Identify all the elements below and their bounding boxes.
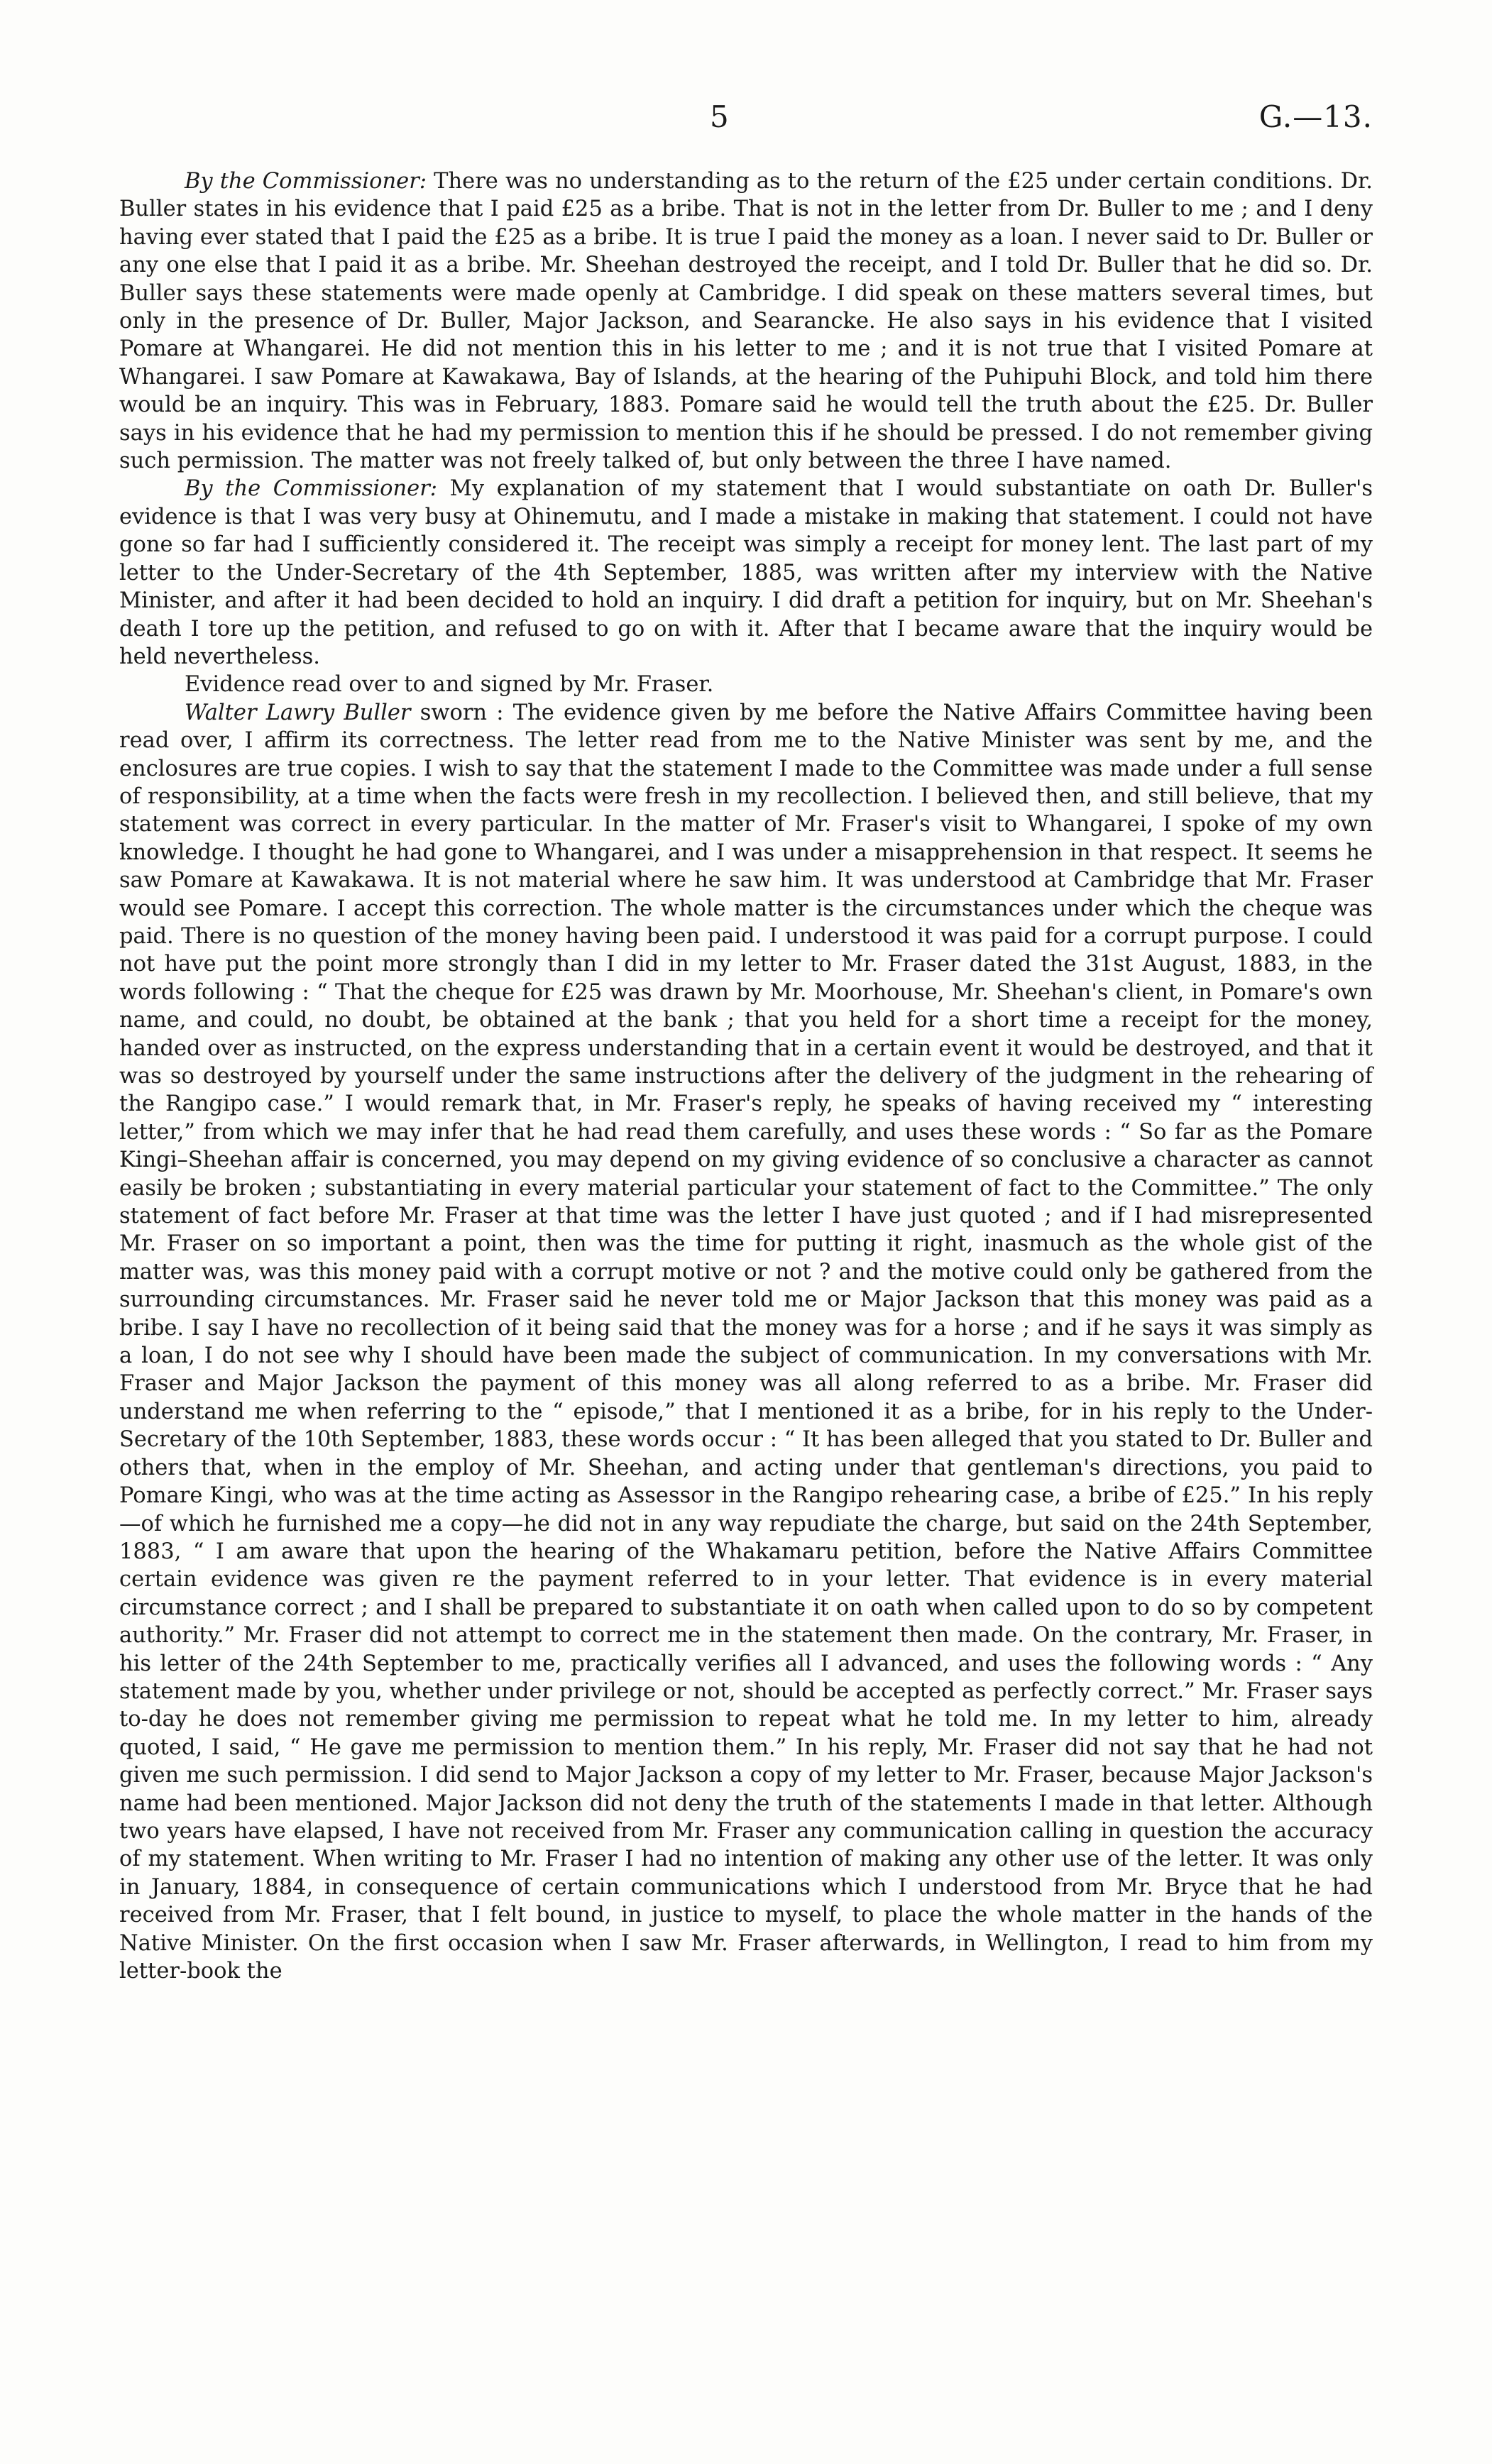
paragraph-commissioner-1 xyxy=(119,167,1373,475)
paragraph-text: My explanation of my statement that I would substantiate on oath Dr. Buller's evidence is that I was very busy at Ohinemutu, and I made a mistake in making that statement. I could not have gone so far had I sufficiently considered it. The receipt was simply a receipt for money lent. The last part of my letter to the Under-Secretary of the 4th September, 1885, was written after my interview with the Native Minister, and after it had been decided to hold an inquiry. I did draft a petition for inquiry, but on Mr. Sheehan's death I tore up the petition, and refused to go on with it. After that I became aware that the inquiry would be held nevertheless. xyxy=(119,476,1373,669)
paragraph-text: There was no understanding as to the return of the £25 under certain conditions. Dr. Buller states in his evidence that I paid £25 as a bribe. That is not in the letter from Dr. Buller to me ; and I deny having ever stated that I paid the £25 as a bribe. It is true I paid the money as a loan. I never said to Dr. Buller or any one else that I paid it as a bribe. Mr. Sheehan destroyed the receipt, and I told Dr. Buller that he did so. Dr. Buller says these statements were made openly at Cambridge. I did speak on these matters several times, but only in the presence of Dr. Buller, Major Jackson, and Searancke. He also says in his evidence that I visited Pomare at Whangarei. He did not mention this in his letter to me ; and it is not true that I visited Pomare at Whangarei. I saw Pomare at Kawakawa, Bay of Islands, at the hearing of the Puhipuhi Block, and told him there would be an inquiry. This was in February, 1883. Pomare said he would tell the truth about the £25. Dr. Buller says in his evidence that he had my permission to mention this if he should be pressed. I do not remember giving such permission. The matter was not freely talked of, but only between the three I have named. xyxy=(119,169,1373,474)
page-number: 5 xyxy=(710,99,729,134)
paragraph-text: sworn : The evidence given by me before the Native Affairs Committee having been read over, I affirm its correctness. The letter read from me to the Native Minister was sent by me, and the enclosures are true copies. I wish to say that the statement I made to the Committee was made under a full sense of responsibility, at a time when the facts were fresh in my recollection. I believed then, and still believe, that my statement was correct in every particular. In the matter of Mr. Fraser's visit to Whangarei, I spoke of my own knowledge. I thought he had gone to Whangarei, and I was under a misapprehension in that respect. It seems he saw Pomare at Kawakawa. It is not material where he saw him. It was understood at Cambridge that Mr. Fraser would see Pomare. I accept this correction. The whole matter is the circumstances under which the cheque was paid. There is no question of the money having been paid. I understood it was paid for a corrupt purpose. I could not have put the point more strongly than I did in my letter to Mr. Fraser dated the 31st August, 1883, in the words following : “ That the cheque for £25 was drawn by Mr. Moorhouse, Mr. Sheehan's client, in Pomare's own name, and could, no doubt, be obtained at the bank ; that you held for a short time a receipt for the money, handed over as instructed, on the express understanding that in a certain event it would be destroyed, and that it was so destroyed by yourself under the same instructions after the delivery of the judgment in the rehearing of the Rangipo case.” I would remark that, in Mr. Fraser's reply, he speaks of having received my “ interesting letter,” from which we may infer that he had read them carefully, and uses these words : “ So far as the Pomare Kingi–Sheehan affair is concerned, you may depend on my giving evidence of so conclusive a character as cannot easily be broken ; substantiating in every material particular your statement of fact to the Committee.” The only statement of fact before Mr. Fraser at that time was the letter I have just quoted ; and if I had misrepresented Mr. Fraser on so important a point, then was the time for putting it right, inasmuch as the whole gist of the matter was, was this money paid with a corrupt motive or not ? and the motive could only be gathered from the surrounding circumstances. Mr. Fraser said he never told me or Major Jackson that this money was paid as a bribe. I say I have no recollection of it being said that the money was for a horse ; and if he says it was simply as a loan, I do not see why I should have been made the subject of communication. In my conversations with Mr. Fraser and Major Jackson the payment of this money was all along referred to as a bribe. Mr. Fraser did understand me when referring to the “ episode,” that I mentioned it as a bribe, for in his reply to the Under-Secretary of the 10th September, 1883, these words occur : “ It has been alleged that you stated to Dr. Buller and others that, when in the employ of Mr. Sheehan, and acting under that gentleman's directions, you paid to Pomare Kingi, who was at the time acting as Assessor in the Rangipo rehearing case, a bribe of £25.” In his reply—of which he furnished me a copy—he did not in any way repudiate the charge, but said on the 24th September, 1883, “ I am aware that upon the hearing of the Whakamaru petition, before the Native Affairs Committee certain evidence was given re the payment referred to in your letter. That evidence is in every material circumstance correct ; and I shall be prepared to substantiate it on oath when called upon to do so by competent authority.” Mr. Fraser did not attempt to correct me in the statement then made. On the contrary, Mr. Fraser, in his letter of the 24th September to me, practically verifies all I advanced, and uses the following words : “ Any statement made by you, whether under privilege or not, should be accepted as perfectly correct.” Mr. Fraser says to-day he does not remember giving me permission to repeat what he told me. In my letter to him, already quoted, I said, “ He gave me permission to mention them.” In his reply, Mr. Fraser did not say that he had not given me such permission. I did send to Major Jackson a copy of my letter to Mr. Fraser, because Major Jackson's name had been mentioned. Major Jackson did not deny the truth of the statements I made in that letter. Although two years have elapsed, I have not received from Mr. Fraser any communication calling in question the accuracy of my statement. When writing to Mr. Fraser I had no intention of making any other use of the letter. It was only in January, 1884, in consequence of certain communications which I understood from Mr. Bryce that he had received from Mr. Fraser, that I felt bound, in justice to myself, to place the whole matter in the hands of the Native Minister. On the first occasion when I saw Mr. Fraser afterwards, in Wellington, I read to him from my letter-book the xyxy=(119,700,1373,1984)
speaker-label: By the Commissioner: xyxy=(185,476,438,502)
document-reference: G.—13. xyxy=(1258,99,1373,134)
body-text xyxy=(119,167,1373,1985)
paragraph-evidence-signed xyxy=(119,671,1373,698)
witness-name: Walter Lawry Buller xyxy=(185,700,411,725)
paragraph-text: Evidence read over to and signed by Mr. Fraser. xyxy=(185,672,714,698)
paragraph-buller-sworn xyxy=(119,699,1373,1986)
page-header xyxy=(0,99,1492,142)
paragraph-commissioner-2 xyxy=(119,475,1373,671)
speaker-label: By the Commissioner: xyxy=(185,169,427,194)
